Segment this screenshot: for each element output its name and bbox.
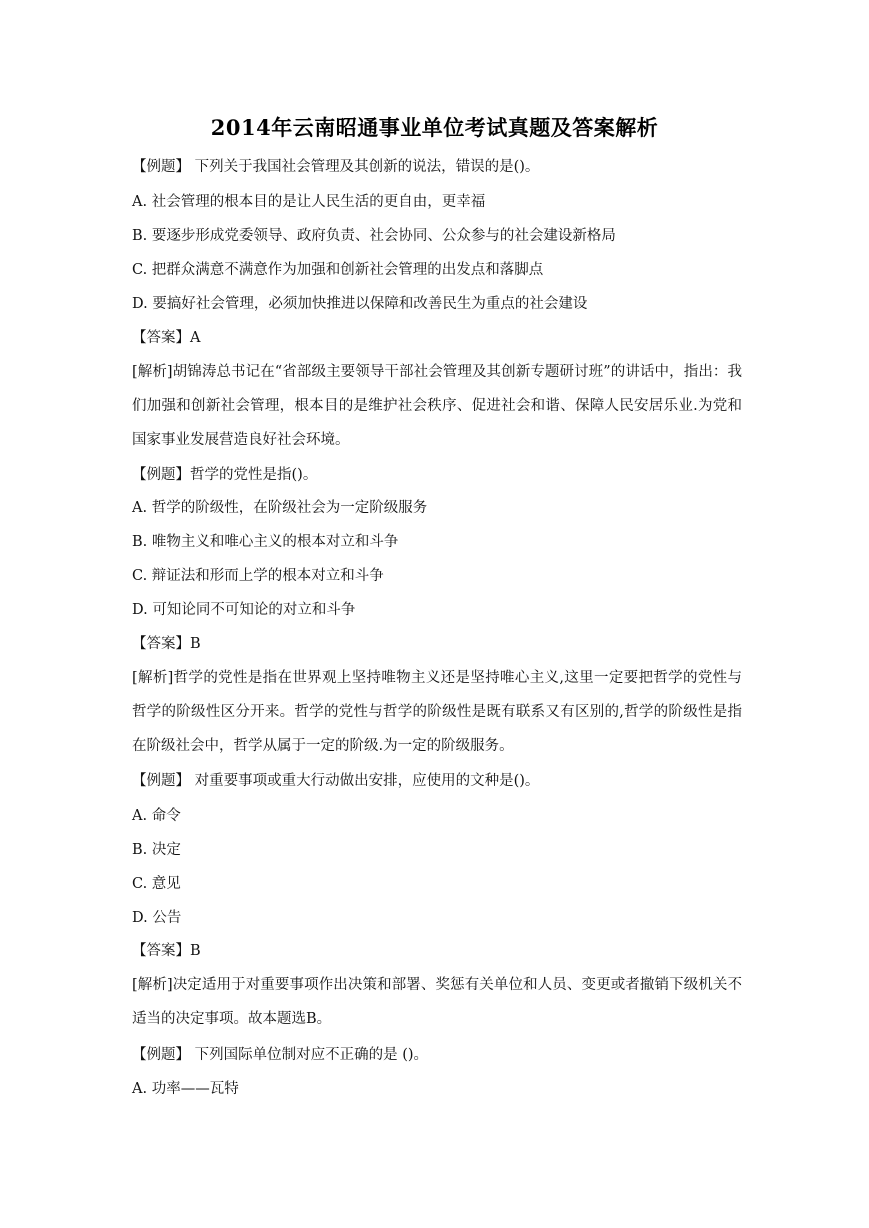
question-3-analysis: [解析]决定适用于对重要事项作出决策和部署、奖惩有关单位和人员、变更或者撤销下级机关不适当的决定事项。故本题选B。 <box>132 977 742 1027</box>
question-1-option-c: C. 把群众满意不满意作为加强和创新社会管理的出发点和落脚点 <box>132 262 544 278</box>
question-3-answer: 【答案】B <box>132 943 201 959</box>
question-1-option-d: D. 要搞好社会管理，必须加快推进以保障和改善民生为重点的社会建设 <box>132 296 588 312</box>
question-1-stem: 【例题】 下列关于我国社会管理及其创新的说法，错误的是()。 <box>132 159 540 175</box>
question-3-option-b: B. 决定 <box>132 842 181 858</box>
question-2-stem: 【例题】哲学的党性是指()。 <box>132 467 318 483</box>
question-2-option-d: D. 可知论同不可知论的对立和斗争 <box>132 602 356 618</box>
question-4-stem: 【例题】 下列国际单位制对应不正确的是 ()。 <box>132 1047 429 1063</box>
question-1-analysis: [解析]胡锦涛总书记在“省部级主要领导干部社会管理及其创新专题研讨班”的讲话中，指出：我们加强和创新社会管理，根本目的是维护社会秩序、促进社会和谐、保障人民安居乐业.为党和国家事业发展营造良好社会环境。 <box>132 364 742 448</box>
question-3-option-a: A. 命令 <box>132 808 181 824</box>
question-2-analysis: [解析]哲学的党性是指在世界观上坚持唯物主义还是坚持唯心主义,这里一定要把哲学的党性与哲学的阶级性区分开来。哲学的党性与哲学的阶级性是既有联系又有区别的,哲学的阶级性是指在阶级社会中，哲学从属于一定的阶级.为一定的阶级服务。 <box>132 670 742 754</box>
question-2-option-c: C. 辩证法和形而上学的根本对立和斗争 <box>132 568 384 584</box>
question-2-option-b: B. 唯物主义和唯心主义的根本对立和斗争 <box>132 534 399 550</box>
page-title: 2014年云南昭通事业单位考试真题及答案解析 <box>210 115 659 140</box>
question-3-stem: 【例题】 对重要事项或重大行动做出安排，应使用的文种是()。 <box>132 773 540 789</box>
question-4-option-a: A. 功率——瓦特 <box>132 1081 239 1097</box>
question-1-option-b: B. 要逐步形成党委领导、政府负责、社会协同、公众参与的社会建设新格局 <box>132 228 616 244</box>
question-3-option-c: C. 意见 <box>132 876 181 892</box>
question-3-option-d: D. 公告 <box>132 910 182 926</box>
question-2-option-a: A. 哲学的阶级性，在阶级社会为一定阶级服务 <box>132 500 428 516</box>
question-2-answer: 【答案】B <box>132 636 201 652</box>
question-1-option-a: A. 社会管理的根本目的是让人民生活的更自由，更幸福 <box>132 194 486 210</box>
question-1-answer: 【答案】A <box>132 330 201 346</box>
